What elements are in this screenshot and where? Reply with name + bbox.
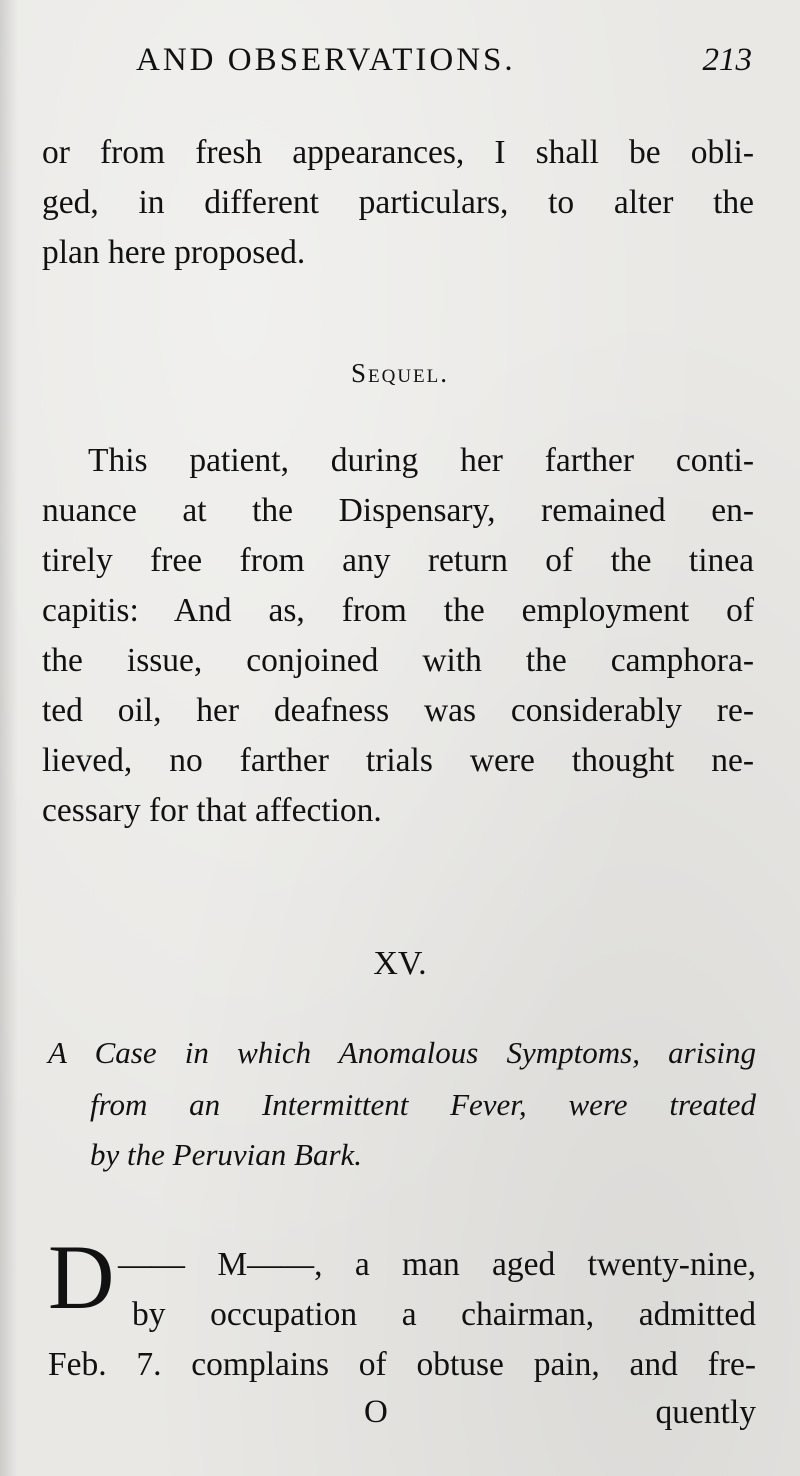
text-line: Feb. 7. complains of obtuse pain, and fre- <box>48 1346 756 1383</box>
page-number: 213 <box>702 42 752 78</box>
text-line: tirely free from any return of the tinea <box>42 542 754 579</box>
drop-cap: D <box>48 1226 115 1328</box>
text-line: This patient, during her farther conti- <box>88 442 754 479</box>
text-line: lieved, no farther trials were thought ne- <box>42 742 754 779</box>
text-line: plan here proposed. <box>42 234 306 271</box>
text-line: the issue, conjoined with the camphora- <box>42 642 754 679</box>
text-line: by occupation a chairman, admitted <box>132 1296 756 1333</box>
sequel-heading: Sequel. <box>350 358 450 388</box>
case-number: XV. <box>373 945 427 982</box>
text-line: ged, in different particulars, to alter the <box>42 184 754 221</box>
text-line: cessary for that affection. <box>42 792 382 829</box>
text-line: nuance at the Dispensary, remained en- <box>42 492 754 529</box>
running-title: AND OBSERVATIONS. <box>136 42 516 78</box>
signature-mark: O <box>364 1394 388 1430</box>
text-line: —— M——, a man aged twenty-nine, <box>118 1246 756 1283</box>
case-title-line: by the Peruvian Bark. <box>90 1137 363 1172</box>
case-title-line: from an Intermittent Fever, were treated <box>90 1087 756 1122</box>
text-line: or from fresh appearances, I shall be obli- <box>42 134 754 171</box>
running-head <box>0 42 800 92</box>
text-line: ted oil, her deafness was considerably re- <box>42 692 754 729</box>
case-title-line: A Case in which Anomalous Symptoms, arising <box>48 1035 756 1070</box>
text-line: capitis: And as, from the employment of <box>42 592 754 629</box>
catchword: quently <box>655 1394 756 1431</box>
